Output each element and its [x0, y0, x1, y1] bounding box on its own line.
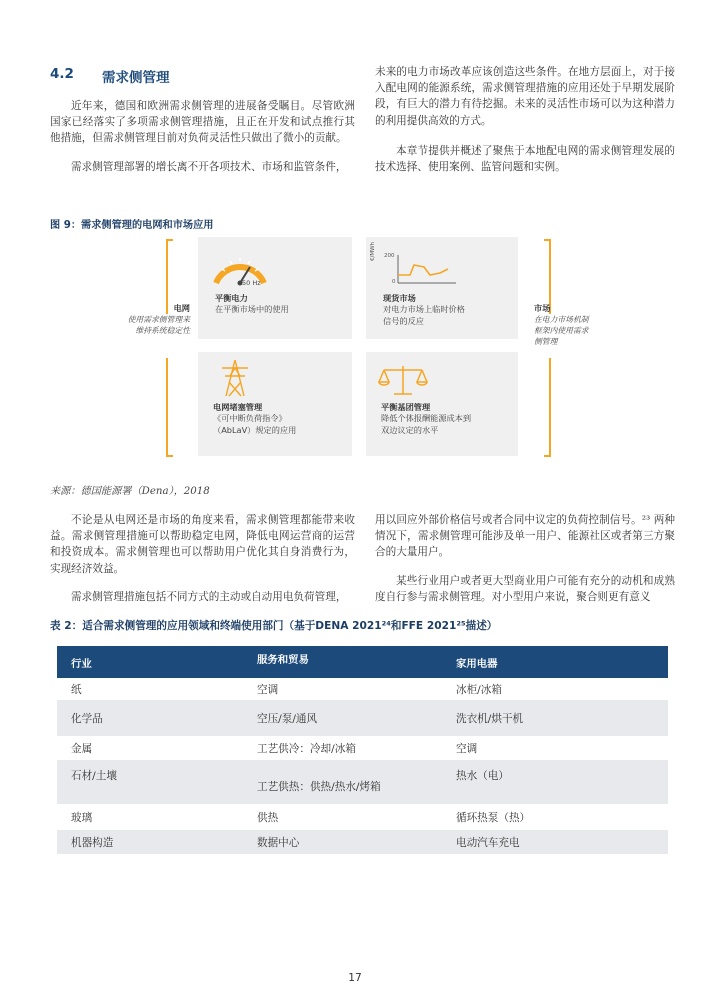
card-desc-line: 信号的反应: [383, 315, 424, 326]
paragraph: 未来的电力市场改革应该创造这些条件。在地方层面上，对于接入配电网的能源系统，需求侧管理措施的应用还处于早期发展阶段，有巨大的潜力有待挖掘。未来的灵活性市场可以为这种潜力的利用提供高效的方式。: [375, 66, 675, 127]
left-side-desc-line: 维持系统稳定性: [135, 326, 190, 335]
card-desc-line: （AbLaV）规定的应用: [213, 424, 297, 435]
table-cell: 空调: [442, 736, 668, 760]
chart-axis-label: €/MWh: [370, 241, 376, 261]
paragraph: 近年来，德国和欧洲需求侧管理的进展备受瞩目。尽管欧洲国家已经落实了多项需求侧管理措施，且正在开发和试点推行其他措施，但需求侧管理目前对负荷灵活性只做出了微小的贡献。: [50, 100, 355, 145]
table-cell: 热水（电）: [442, 760, 668, 804]
scale-icon: [378, 364, 428, 398]
card-grid-congestion: [198, 352, 352, 456]
card-text: [215, 293, 350, 316]
paragraph: 需求侧管理部署的增长离不开各项技术、市场和监管条件，: [71, 160, 347, 173]
right-side-desc-line: 侧管理: [534, 337, 558, 346]
card-desc-line: 在平衡市场中的使用: [215, 304, 289, 314]
table-cell: 纸: [57, 678, 243, 700]
table-cell: 冰柜/冰箱: [442, 678, 668, 700]
page-number: 17: [348, 972, 362, 984]
table-cell: 工艺供冷：冷却/冰箱: [243, 736, 442, 760]
table-row: [57, 830, 668, 854]
table-cell: 石材/土壤: [57, 760, 243, 804]
section-number: 4.2: [50, 66, 74, 82]
table-header-cell: 服务和贸易: [243, 646, 442, 678]
table-cell: 循环热泵（热）: [442, 804, 668, 830]
card-text: [383, 293, 518, 327]
card-text: [381, 402, 517, 436]
table-header-cell: 家用电器: [442, 646, 668, 678]
table-header-cell: 行业: [57, 646, 243, 678]
section-title: 需求侧管理: [102, 70, 170, 86]
table-title: 表 2：适合需求侧管理的应用领域和终端使用部门（基于DENA 2021²⁴和FFE 2021²⁵描述）: [50, 620, 498, 632]
card-title: 平衡电力: [215, 293, 248, 303]
right-side-title: 市场: [534, 303, 551, 313]
top-left-column: [50, 98, 355, 175]
paragraph: 不论是从电网还是市场的角度来看，需求侧管理都能带来收益。需求侧管理措施可以帮助稳定电网，降低电网运营商的运营和投资成本。需求侧管理也可以帮助用户优化其自身消费行为，实现经济效益。: [50, 514, 355, 575]
table-cell: 机器构造: [57, 830, 243, 854]
table-row: [57, 700, 668, 736]
table-cell: 空调: [243, 678, 442, 700]
table-cell: 洗衣机/烘干机: [442, 700, 668, 736]
card-balancing-power: [198, 237, 352, 339]
table-cell: 空压/泵/通风: [243, 700, 442, 736]
card-desc-line: 《可中断负荷指令》: [213, 413, 287, 423]
card-desc-line: 双边议定的水平: [381, 424, 439, 435]
table-row: [57, 804, 668, 830]
table-cell: 电动汽车充电: [442, 830, 668, 854]
table-cell: 化学品: [57, 700, 243, 736]
figure-source: 来源：德国能源署（Dena），2018: [50, 486, 210, 497]
card-text: [213, 402, 351, 436]
table-cell: 数据中心: [243, 830, 442, 854]
table-cell: 玻璃: [57, 804, 243, 830]
right-side-desc-line: 框架内使用需求: [534, 326, 589, 335]
power-tower-icon: [218, 358, 252, 398]
card-balancing-group: [366, 352, 518, 456]
table-header-row: [57, 646, 668, 678]
paragraph: 本章节提供并概述了聚焦于本地配电网的需求侧管理发展的技术选择、使用案例、监管问题和实例。: [375, 144, 675, 174]
top-right-column: [375, 64, 675, 175]
card-title: 平衡基团管理: [381, 402, 431, 412]
application-table: [57, 646, 668, 854]
table-cell: 金属: [57, 736, 243, 760]
left-side-title: 电网: [173, 303, 190, 313]
paragraph: 某些行业用户或者更大型商业用户可能有充分的动机和成熟度自行参与需求侧管理。对小型用户来说，聚合则更有意义: [375, 574, 675, 603]
gauge-label: 50 Hz: [242, 279, 261, 287]
chart-tick-label: 200: [384, 253, 395, 259]
table-row: [57, 760, 668, 804]
right-bracket-icon: [542, 238, 554, 458]
table-row: [57, 678, 668, 700]
paragraph: 用以回应外部价格信号或者合同中议定的负荷控制信号。²³ 两种情况下，需求侧管理可能涉及单一用户、能源社区或者第三方聚合的大量用户。: [375, 514, 675, 559]
mid-right-column: [375, 512, 675, 605]
left-bracket-icon: [163, 238, 175, 458]
card-title: 电网堵塞管理: [213, 402, 263, 412]
gauge-icon: [210, 249, 270, 289]
card-spot-market: [366, 237, 518, 339]
figure-title: 图 9：需求侧管理的电网和市场应用: [50, 220, 214, 231]
right-side-label: [534, 303, 614, 347]
card-desc-line: 对电力市场上临时价格: [383, 304, 465, 314]
left-side-desc-line: 使用需求侧管理来: [127, 315, 190, 324]
table-cell: 工艺供热：供热/热水/烤箱: [243, 760, 442, 804]
paragraph: 需求侧管理措施包括不同方式的主动或自动用电负荷管理，: [71, 590, 347, 603]
card-desc-line: 降低个体报酬能源成本到: [381, 413, 472, 423]
right-side-desc-line: 在电力市场机制: [534, 315, 589, 324]
mid-left-column: [50, 512, 355, 605]
table-row: [57, 736, 668, 760]
card-title: 现货市场: [383, 293, 416, 303]
left-side-label: [100, 303, 190, 336]
chart-tick-label: 0: [392, 279, 396, 285]
table-cell: 供热: [243, 804, 442, 830]
